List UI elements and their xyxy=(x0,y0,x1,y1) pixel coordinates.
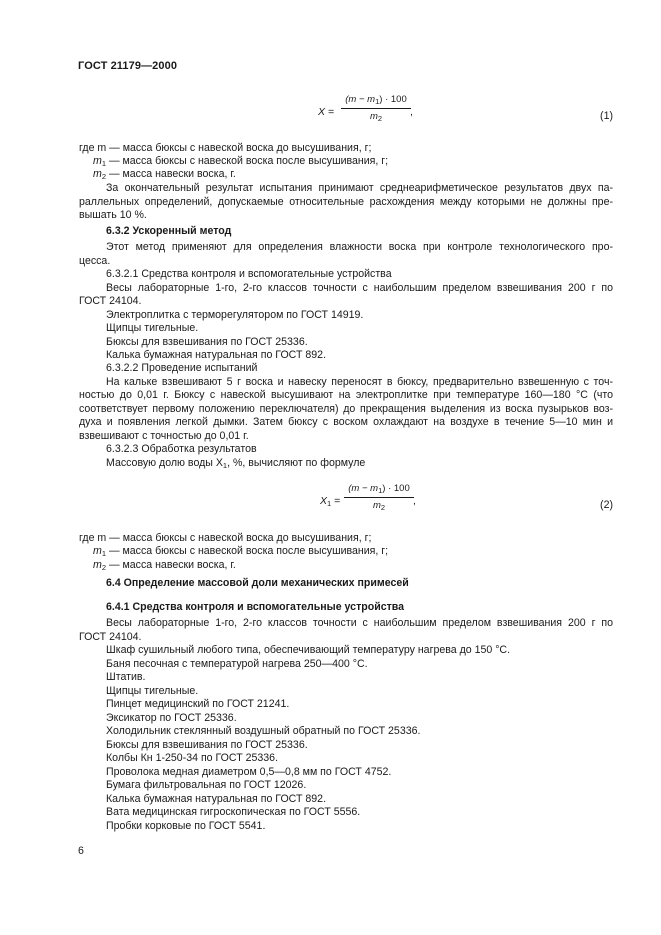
para-test-line1: На кальке взвешивают 5 г воска и навеску переносят в бюксу, предварительно взвешенную с точ- xyxy=(106,376,613,388)
list2-item-1-cont: ГОСТ 24104. xyxy=(79,631,142,643)
formula-2-denominator: m xyxy=(372,500,381,511)
list2-item-10: Колбы Кн 1-250-34 по ГОСТ 25336. xyxy=(106,752,279,764)
para-final-line2: раллельных определений, допускаемые относительные расхождения между которыми не должны пре- xyxy=(79,196,613,208)
formula-1-tail: , xyxy=(410,106,413,118)
section-6-3-2-3-title: 6.3.2.3 Обработка результатов xyxy=(106,443,257,455)
formula-1-lhs: X = xyxy=(318,106,335,118)
list1-item-5: Калька бумажная натуральная по ГОСТ 892. xyxy=(106,349,327,361)
section-6-4-title: 6.4 Определение массовой доли механических примесей xyxy=(106,577,409,589)
where1-line3: $m_2$ — масса навески воска, г. xyxy=(93,168,236,181)
list2-item-2: Шкаф сушильный любого типа, обеспечивающий температуру нагрева до 150 °С. xyxy=(106,644,511,656)
list2-item-9: Бюксы для взвешивания по ГОСТ 25336. xyxy=(106,739,308,751)
para-test-line3: соответствует первому положению переключателя) до прекращения выделения из воска пузырьков воз- xyxy=(79,403,613,415)
formula-1-numerator-tail: ) · 100 xyxy=(379,94,407,105)
list2-item-6: Пинцет медицинский по ГОСТ 21241. xyxy=(106,698,290,710)
list1-item-1-cont: ГОСТ 24104. xyxy=(79,295,142,307)
formula-2-fraction: $(m - m_1) \cdot 100$ $m_2$ xyxy=(344,483,414,512)
para-test-line2: ностью до 0,01 г. Бюксу с навеской высушивают на электроплитке при температуре 160—180 °С (что xyxy=(79,389,613,401)
list2-item-11: Проволока медная диаметром 0,5—0,8 мм по ГОСТ 4752. xyxy=(106,766,392,778)
document-header: ГОСТ 21179—2000 xyxy=(78,60,178,72)
section-6-3-2-title: 6.3.2 Ускоренный метод xyxy=(106,225,232,237)
para-test-line4: духа и появления легкой дымки. Затем бюксу с воском охлаждают на воздухе в течение 5—10 мин и xyxy=(79,416,613,428)
list1-item-1: Весы лабораторные 1-го, 2-го классов точности с наибольшим пределом взвешивания 200 г по xyxy=(106,282,613,294)
list1-item-2: Электроплитка с терморегулятором по ГОСТ 14919. xyxy=(106,309,364,321)
para-calc: Массовую долю воды $X_1$, %, вычисляют по формуле xyxy=(106,457,366,470)
list2-item-15: Пробки корковые по ГОСТ 5541. xyxy=(106,820,266,832)
list2-item-8: Холодильник стеклянный воздушный обратный по ГОСТ 25336. xyxy=(106,725,421,737)
document-page: ГОСТ 21179—2000 X = $(m - m_1) \cdot 100$ $m_2$ , (1) где m — масса бюксы с навеской воска до высушивания, г; $m_1$ — масса бюксы с навеской воска после высушивания, г; $m_2$ — масса навески воска, г. За окончательный результат испытания принимают среднеарифметическое результатов двух па- раллельных определений, допускаемые относительные расхождения между которыми не должны пре- вышать 10 %. 6.3.2 Ускоренный метод Этот метод применяют для определения влажности воска при контроле технологического про- цесса. 6.3.2.1 Средства контроля и вспомогательные устройства Весы лабораторные 1-го, 2-го классов точности с наибольшим пределом взвешивания 200 г по ГОСТ 24104. Электроплитка с терморегулятором по ГОСТ 14919. Щипцы тигельные. Бюксы для взвешивания по ГОСТ 25336. Калька бумажная натуральная по ГОСТ 892. 6.3.2.2 Проведение испытаний На кальке взвешивают 5 г воска и навеску переносят в бюксу, предварительно взвешенную с точ- ностью до 0,01 г. Бюксу с навеской высушивают на электроплитке при температуре 160—180 °С (что соответствует первому положению переключателя) до прекращения выделения из воска пузырьков воз- духа и появления легкой дымки. Затем бюксу с воском охлаждают на воздухе в течение 5—10 мин и взвешивают с точностью до 0,01 г. 6.3.2.3 Обработка результатов Массовую долю воды $X_1$, %, вычисляют по формуле $X_1$ = $(m - m_1) \cdot 100$ $m_2$ , (2) где m — масса бюксы с навеской воска до высушивания, г; $m_1$ — масса бюксы с навеской воска после высушивания, г; $m_2$ — масса навески воска, г. 6.4 Определение массовой доли механических примесей 6.4.1 Средства контроля и вспомогательные устройства Весы лабораторные 1-го, 2-го классов точности с наибольшим пределом взвешивания 200 г по ГОСТ 24104. Шкаф сушильный любого типа, обеспечивающий температуру нагрева до 150 °С. Баня песочная с температурой нагрева 250—400 °С. Штатив. Щипцы тигельные. Пинцет медицинский по ГОСТ 21241. Эксикатор по ГОСТ 25336. Холодильник стеклянный воздушный обратный по ГОСТ 25336. Бюксы для взвешивания по ГОСТ 25336. Колбы Кн 1-250-34 по ГОСТ 25336. Проволока медная диаметром 0,5—0,8 мм по ГОСТ 4752. Бумага фильтровальная по ГОСТ 12026. Калька бумажная натуральная по ГОСТ 892. Вата медицинская гигроскопическая по ГОСТ 5556. Пробки корковые по ГОСТ 5541. 6 xyxy=(78,60,613,857)
para-final-line1: За окончательный результат испытания принимают среднеарифметическое результатов двух па- xyxy=(106,182,613,194)
list2-item-1: Весы лабораторные 1-го, 2-го классов точности с наибольшим пределом взвешивания 200 г по xyxy=(106,617,613,629)
formula-2-tail: , xyxy=(413,495,416,507)
where1-line2: $m_1$ — масса бюксы с навеской воска после высушивания, г; xyxy=(93,155,389,168)
where2-line2: $m_1$ — масса бюксы с навеской воска после высушивания, г; xyxy=(93,545,389,558)
para-method-line1: Этот метод применяют для определения влажности воска при контроле технологического про- xyxy=(106,241,613,253)
formula-2-numerator: (m − m xyxy=(348,483,379,494)
formula-1-denominator: m xyxy=(369,111,378,122)
section-6-3-2-1-title: 6.3.2.1 Средства контроля и вспомогательные устройства xyxy=(106,268,392,280)
formula-1-numerator: (m − m xyxy=(345,94,376,105)
where2-line3: $m_2$ — масса навески воска, г. xyxy=(93,559,236,572)
formula-1-number: (1) xyxy=(600,110,613,122)
list2-item-4: Штатив. xyxy=(106,671,146,683)
list2-item-5: Щипцы тигельные. xyxy=(106,685,199,697)
where1-line1: где m — масса бюксы с навеской воска до высушивания, г; xyxy=(79,142,372,154)
list2-item-13: Калька бумажная натуральная по ГОСТ 892. xyxy=(106,793,327,805)
page-number: 6 xyxy=(78,845,84,857)
formula-2-numerator-tail: ) · 100 xyxy=(382,483,410,494)
list2-item-3: Баня песочная с температурой нагрева 250—400 °С. xyxy=(106,658,368,670)
list2-item-7: Эксикатор по ГОСТ 25336. xyxy=(106,712,237,724)
formula-2-lhs: X xyxy=(320,495,328,507)
formula-1-fraction: $(m - m_1) \cdot 100$ $m_2$ xyxy=(341,94,411,123)
section-6-4-1-title: 6.4.1 Средства контроля и вспомогательные устройства xyxy=(106,601,405,613)
section-6-3-2-2-title: 6.3.2.2 Проведение испытаний xyxy=(106,362,258,374)
list2-item-12: Бумага фильтровальная по ГОСТ 12026. xyxy=(106,779,307,791)
where2-line1: где m — масса бюксы с навеской воска до высушивания, г; xyxy=(79,532,372,544)
list1-item-4: Бюксы для взвешивания по ГОСТ 25336. xyxy=(106,336,308,348)
para-method-line2: цесса. xyxy=(79,255,111,267)
para-test-line5: взвешивают с точностью до 0,01 г. xyxy=(79,430,249,442)
para-final-line3: вышать 10 %. xyxy=(79,209,147,221)
list1-item-3: Щипцы тигельные. xyxy=(106,322,199,334)
formula-2-number: (2) xyxy=(600,499,613,511)
list2-item-14: Вата медицинская гигроскопическая по ГОСТ 5556. xyxy=(106,806,361,818)
